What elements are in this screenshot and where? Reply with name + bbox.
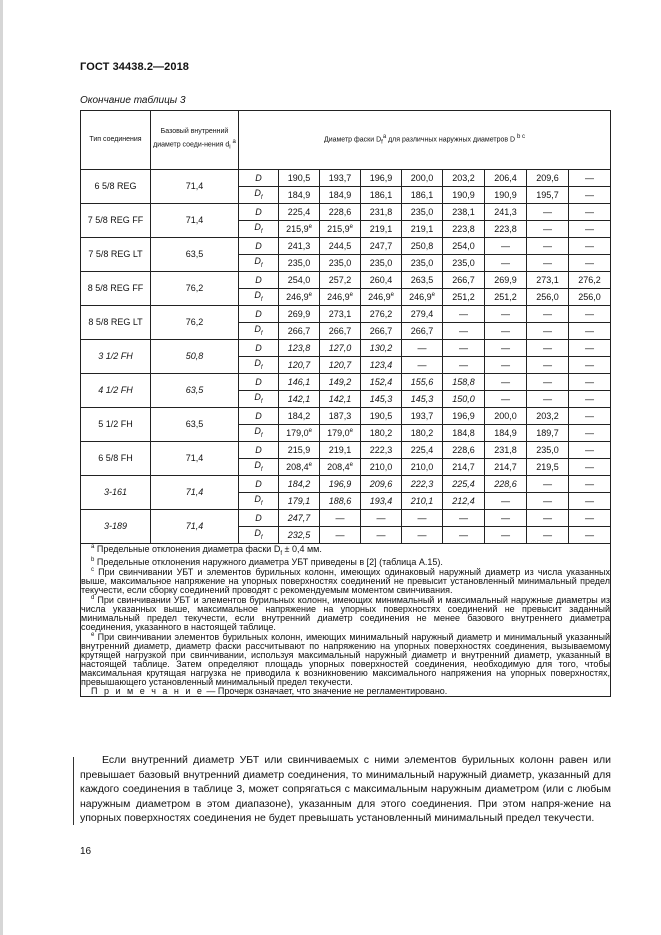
value-cell: —	[485, 374, 527, 391]
value-cell: 251,2	[485, 289, 527, 306]
label-outer-diameter: D	[239, 442, 279, 459]
value-cell: 190,5	[361, 408, 402, 425]
value-cell: 228,6	[443, 442, 485, 459]
value-cell: 142,1	[320, 391, 361, 408]
value-cell: 266,7	[361, 323, 402, 340]
value-cell: 250,8	[402, 238, 443, 255]
value-cell: 195,7	[527, 187, 569, 204]
value-cell: —	[569, 170, 611, 187]
note-a: $^a$ Предельные отклонения диаметра фаски $D_f \pm 0,4$ мм.	[91, 544, 322, 557]
label-chamfer-diameter: $D_f$	[239, 289, 279, 306]
label-outer-diameter: D	[239, 170, 279, 187]
connection-type-cell: 8 5/8 REG FF	[81, 272, 151, 306]
header-base-diameter: Базовый внутренний диаметр соеди-нения $d_i$ $^a$	[151, 111, 239, 170]
value-cell: 246,9e	[402, 289, 443, 306]
value-cell: —	[485, 510, 527, 527]
value-cell: 225,4	[279, 204, 320, 221]
connection-type-cell: 6 5/8 FH	[81, 442, 151, 476]
connection-type-cell: 7 5/8 REG FF	[81, 204, 151, 238]
label-outer-diameter: D	[239, 204, 279, 221]
value-cell: —	[569, 493, 611, 510]
value-cell: 215,9	[279, 442, 320, 459]
label-outer-diameter: D	[239, 374, 279, 391]
value-cell: 179,0e	[279, 425, 320, 442]
body-paragraph: Если внутренний диаметр УБТ или свинчиваемых с ними элементов бурильных колонн равен или превышает базовый внутренний диаметр соединения, то минимальный наружный диаметр, указанный для каждого соединения в таблице 3, может сопрягаться с максимальным наружным диаметром (или с любым наружным диаметром в этом диапазоне), указанным для этого соединения. При этом напря-жение на упорных поверхностях соединения не будет превышать установленный минимальный предел текучести.	[80, 754, 611, 824]
value-cell: 238,1	[443, 204, 485, 221]
value-cell: 210,1	[402, 493, 443, 510]
value-cell: —	[320, 510, 361, 527]
value-cell: —	[443, 340, 485, 357]
value-cell: —	[527, 306, 569, 323]
value-cell: 155,6	[402, 374, 443, 391]
value-cell: 188,6	[320, 493, 361, 510]
value-cell: —	[569, 357, 611, 374]
value-cell: 231,8	[485, 442, 527, 459]
value-cell: 179,0e	[320, 425, 361, 442]
value-cell: 266,7	[320, 323, 361, 340]
header-connection-type: Тип соединения	[81, 111, 151, 170]
value-cell: 206,4	[485, 170, 527, 187]
value-cell: —	[443, 306, 485, 323]
value-cell: 254,0	[279, 272, 320, 289]
value-cell: 186,1	[361, 187, 402, 204]
value-cell: 190,5	[279, 170, 320, 187]
value-cell: —	[443, 527, 485, 544]
value-cell: 223,8	[485, 221, 527, 238]
note-e: $^e$ При свинчивании элементов бурильных колонн, имеющих минимальный наружный диаметр и минимальный указанный внутренний диаметр, диаметр фаски рассчитывают по напряжению на упорных поверхностях соединения, вызываемому крутящей нагрузкой при свинчивании, используя максимальный наружный диаметр и внутренний диаметр, указанный в настоящей таблице. Затем определяют площадь упорных поверхностей соединения, необходимую для того, чтобы максимальная крутящая нагрузка не приводила к возникновению максимального напряжения на упорных поверхностях, превышающего установленный минимальный предел текучести.	[81, 631, 611, 687]
value-cell: 276,2	[361, 306, 402, 323]
value-cell: 123,8	[279, 340, 320, 357]
value-cell: —	[527, 374, 569, 391]
value-cell: 266,7	[279, 323, 320, 340]
value-cell: 251,2	[443, 289, 485, 306]
value-cell: 228,6	[320, 204, 361, 221]
value-cell: 276,2	[569, 272, 611, 289]
value-cell: 246,9e	[320, 289, 361, 306]
connection-type-cell: 6 5/8 REG	[81, 170, 151, 204]
value-cell: 184,2	[279, 408, 320, 425]
value-cell: —	[527, 391, 569, 408]
value-cell: 190,9	[443, 187, 485, 204]
value-cell: 149,2	[320, 374, 361, 391]
value-cell: 210,0	[402, 459, 443, 476]
value-cell: 266,7	[402, 323, 443, 340]
value-cell: 231,8	[361, 204, 402, 221]
value-cell: 257,2	[320, 272, 361, 289]
label-chamfer-diameter: $D_f$	[239, 187, 279, 204]
value-cell: 235,0	[279, 255, 320, 272]
value-cell: —	[527, 238, 569, 255]
value-cell: 130,2	[361, 340, 402, 357]
value-cell: 196,9	[443, 408, 485, 425]
value-cell: 279,4	[402, 306, 443, 323]
value-cell: 219,1	[320, 442, 361, 459]
base-diameter-cell: 63,5	[151, 238, 239, 272]
value-cell: 214,7	[485, 459, 527, 476]
label-chamfer-diameter: $D_f$	[239, 357, 279, 374]
value-cell: —	[485, 306, 527, 323]
table-header-row	[81, 111, 611, 170]
note-b: $^b$ Предельные отклонения наружного диаметра УБТ приведены в [2] (таблица А.15).	[91, 556, 443, 567]
label-chamfer-diameter: $D_f$	[239, 391, 279, 408]
label-chamfer-diameter: $D_f$	[239, 221, 279, 238]
base-diameter-cell: 76,2	[151, 272, 239, 306]
table-row	[81, 306, 611, 323]
base-diameter-cell: 71,4	[151, 476, 239, 510]
value-cell: 189,7	[527, 425, 569, 442]
value-cell: —	[569, 255, 611, 272]
value-cell: 273,1	[320, 306, 361, 323]
label-outer-diameter: D	[239, 272, 279, 289]
connection-type-cell: 3-189	[81, 510, 151, 544]
value-cell: 235,0	[527, 442, 569, 459]
connection-type-cell: 4 1/2 FH	[81, 374, 151, 408]
value-cell: 193,7	[402, 408, 443, 425]
value-cell: 232,5	[279, 527, 320, 544]
value-cell: 146,1	[279, 374, 320, 391]
value-cell: 179,1	[279, 493, 320, 510]
value-cell: —	[527, 357, 569, 374]
value-cell: —	[443, 357, 485, 374]
value-cell: 215,9e	[279, 221, 320, 238]
value-cell: —	[527, 221, 569, 238]
value-cell: —	[527, 510, 569, 527]
value-cell: —	[320, 527, 361, 544]
value-cell: 152,4	[361, 374, 402, 391]
table-notes-row	[81, 544, 611, 697]
label-outer-diameter: D	[239, 306, 279, 323]
value-cell: 184,8	[443, 425, 485, 442]
value-cell: —	[361, 527, 402, 544]
value-cell: 196,9	[361, 170, 402, 187]
value-cell: —	[569, 187, 611, 204]
table-notes	[81, 544, 611, 697]
value-cell: —	[485, 323, 527, 340]
value-cell: 190,9	[485, 187, 527, 204]
connection-type-cell: 7 5/8 REG LT	[81, 238, 151, 272]
value-cell: 193,7	[320, 170, 361, 187]
table-caption: Окончание таблицы 3	[80, 95, 186, 106]
label-chamfer-diameter: $D_f$	[239, 493, 279, 510]
table-row	[81, 340, 611, 357]
value-cell: 184,9	[279, 187, 320, 204]
table-row	[81, 238, 611, 255]
value-cell: —	[569, 510, 611, 527]
base-diameter-cell: 50,8	[151, 340, 239, 374]
value-cell: 142,1	[279, 391, 320, 408]
value-cell: 222,3	[361, 442, 402, 459]
value-cell: 158,8	[443, 374, 485, 391]
value-cell: 247,7	[279, 510, 320, 527]
value-cell: 235,0	[320, 255, 361, 272]
value-cell: 209,6	[527, 170, 569, 187]
value-cell: —	[569, 442, 611, 459]
value-cell: 219,1	[361, 221, 402, 238]
value-cell: 145,3	[361, 391, 402, 408]
label-chamfer-diameter: $D_f$	[239, 459, 279, 476]
base-diameter-cell: 71,4	[151, 170, 239, 204]
connection-type-cell: 3-161	[81, 476, 151, 510]
value-cell: 228,6	[485, 476, 527, 493]
value-cell: —	[361, 510, 402, 527]
base-diameter-cell: 76,2	[151, 306, 239, 340]
value-cell: —	[485, 527, 527, 544]
connection-type-cell: 3 1/2 FH	[81, 340, 151, 374]
value-cell: —	[485, 493, 527, 510]
value-cell: 184,2	[279, 476, 320, 493]
value-cell: —	[569, 238, 611, 255]
label-outer-diameter: D	[239, 238, 279, 255]
value-cell: —	[569, 425, 611, 442]
value-cell: 120,7	[279, 357, 320, 374]
value-cell: —	[485, 391, 527, 408]
value-cell: —	[527, 340, 569, 357]
label-outer-diameter: D	[239, 510, 279, 527]
value-cell: 219,1	[402, 221, 443, 238]
value-cell: 210,0	[361, 459, 402, 476]
value-cell: —	[569, 476, 611, 493]
value-cell: 254,0	[443, 238, 485, 255]
page-edge	[0, 0, 3, 935]
value-cell: 269,9	[279, 306, 320, 323]
table-row	[81, 204, 611, 221]
table-row	[81, 170, 611, 187]
value-cell: 256,0	[569, 289, 611, 306]
value-cell: —	[569, 374, 611, 391]
value-cell: —	[569, 391, 611, 408]
value-cell: —	[485, 255, 527, 272]
value-cell: 235,0	[402, 255, 443, 272]
value-cell: —	[527, 527, 569, 544]
label-chamfer-diameter: $D_f$	[239, 527, 279, 544]
value-cell: 187,3	[320, 408, 361, 425]
value-cell: 184,9	[320, 187, 361, 204]
table-row	[81, 476, 611, 493]
value-cell: 208,4e	[279, 459, 320, 476]
value-cell: 235,0	[443, 255, 485, 272]
value-cell: —	[527, 255, 569, 272]
base-diameter-cell: 71,4	[151, 510, 239, 544]
value-cell: —	[443, 323, 485, 340]
change-bar	[73, 757, 74, 825]
value-cell: —	[569, 408, 611, 425]
value-cell: 150,0	[443, 391, 485, 408]
note-general: П р и м е ч а н и е — Прочерк означает, что значение не регламентировано.	[91, 685, 448, 696]
value-cell: 200,0	[402, 170, 443, 187]
label-outer-diameter: D	[239, 408, 279, 425]
value-cell: 214,7	[443, 459, 485, 476]
value-cell: 225,4	[443, 476, 485, 493]
value-cell: 266,7	[443, 272, 485, 289]
table-row	[81, 272, 611, 289]
value-cell: 244,5	[320, 238, 361, 255]
value-cell: 186,1	[402, 187, 443, 204]
base-diameter-cell: 63,5	[151, 374, 239, 408]
note-d: $^d$ При свинчивании УБТ и элементов бурильных колонн, имеющих минимальный и максимальный наружные диаметры из числа указанных выше, максимальное напряжение на упорных поверхностях соединений не превысит заданный минимальный предел текучести, если внутренний диаметр соединения не менее базового внутреннего диаметра соединения, указанного в настоящей таблице.	[81, 594, 611, 632]
data-table	[80, 110, 611, 697]
value-cell: —	[569, 340, 611, 357]
value-cell: 273,1	[527, 272, 569, 289]
label-outer-diameter: D	[239, 340, 279, 357]
value-cell: —	[569, 459, 611, 476]
table-row	[81, 374, 611, 391]
value-cell: —	[485, 238, 527, 255]
label-chamfer-diameter: $D_f$	[239, 323, 279, 340]
value-cell: 184,9	[485, 425, 527, 442]
connection-type-cell: 5 1/2 FH	[81, 408, 151, 442]
value-cell: —	[485, 357, 527, 374]
header-chamfer-diameter: Диаметр фаски $D_f^a$ для различных наружных диаметров D $^{b c}$	[239, 111, 611, 170]
value-cell: —	[402, 340, 443, 357]
value-cell: —	[402, 510, 443, 527]
value-cell: 127,0	[320, 340, 361, 357]
value-cell: 219,5	[527, 459, 569, 476]
value-cell: —	[527, 476, 569, 493]
value-cell: 269,9	[485, 272, 527, 289]
value-cell: 256,0	[527, 289, 569, 306]
value-cell: 203,2	[443, 170, 485, 187]
value-cell: —	[569, 323, 611, 340]
value-cell: —	[443, 510, 485, 527]
label-outer-diameter: D	[239, 476, 279, 493]
value-cell: 120,7	[320, 357, 361, 374]
value-cell: —	[527, 323, 569, 340]
value-cell: 222,3	[402, 476, 443, 493]
base-diameter-cell: 71,4	[151, 204, 239, 238]
value-cell: 241,3	[485, 204, 527, 221]
value-cell: 200,0	[485, 408, 527, 425]
table-row	[81, 510, 611, 527]
value-cell: 246,9e	[361, 289, 402, 306]
label-chamfer-diameter: $D_f$	[239, 255, 279, 272]
value-cell: —	[402, 527, 443, 544]
value-cell: —	[569, 527, 611, 544]
value-cell: 145,3	[402, 391, 443, 408]
base-diameter-cell: 71,4	[151, 442, 239, 476]
value-cell: —	[527, 493, 569, 510]
table-row	[81, 442, 611, 459]
value-cell: —	[569, 221, 611, 238]
value-cell: —	[569, 204, 611, 221]
value-cell: 225,4	[402, 442, 443, 459]
value-cell: —	[485, 340, 527, 357]
connection-type-cell: 8 5/8 REG LT	[81, 306, 151, 340]
value-cell: 235,0	[361, 255, 402, 272]
value-cell: 241,3	[279, 238, 320, 255]
value-cell: 260,4	[361, 272, 402, 289]
value-cell: 247,7	[361, 238, 402, 255]
value-cell: 180,2	[361, 425, 402, 442]
page-number: 16	[80, 846, 92, 857]
label-chamfer-diameter: $D_f$	[239, 425, 279, 442]
value-cell: 263,5	[402, 272, 443, 289]
value-cell: —	[527, 204, 569, 221]
value-cell: 209,6	[361, 476, 402, 493]
value-cell: —	[402, 357, 443, 374]
value-cell: 235,0	[402, 204, 443, 221]
value-cell: 208,4e	[320, 459, 361, 476]
value-cell: 180,2	[402, 425, 443, 442]
value-cell: 212,4	[443, 493, 485, 510]
value-cell: 223,8	[443, 221, 485, 238]
value-cell: 123,4	[361, 357, 402, 374]
value-cell: 193,4	[361, 493, 402, 510]
value-cell: —	[569, 306, 611, 323]
value-cell: 246,9e	[279, 289, 320, 306]
table-row	[81, 408, 611, 425]
document-header: ГОСТ 34438.2—2018	[80, 61, 190, 73]
value-cell: 196,9	[320, 476, 361, 493]
note-c: $^c$ При свинчивании УБТ и элементов бурильных колонн, имеющих одинаковый наружный диаметр из числа указанных выше, максимальное напряжение на упорных поверхностях соединений не превысит установленный минимальный предел текучести, если сборку соединений проводят с рекомендуемым моментом свинчивания.	[81, 566, 611, 595]
value-cell: 203,2	[527, 408, 569, 425]
value-cell: 215,9e	[320, 221, 361, 238]
base-diameter-cell: 63,5	[151, 408, 239, 442]
